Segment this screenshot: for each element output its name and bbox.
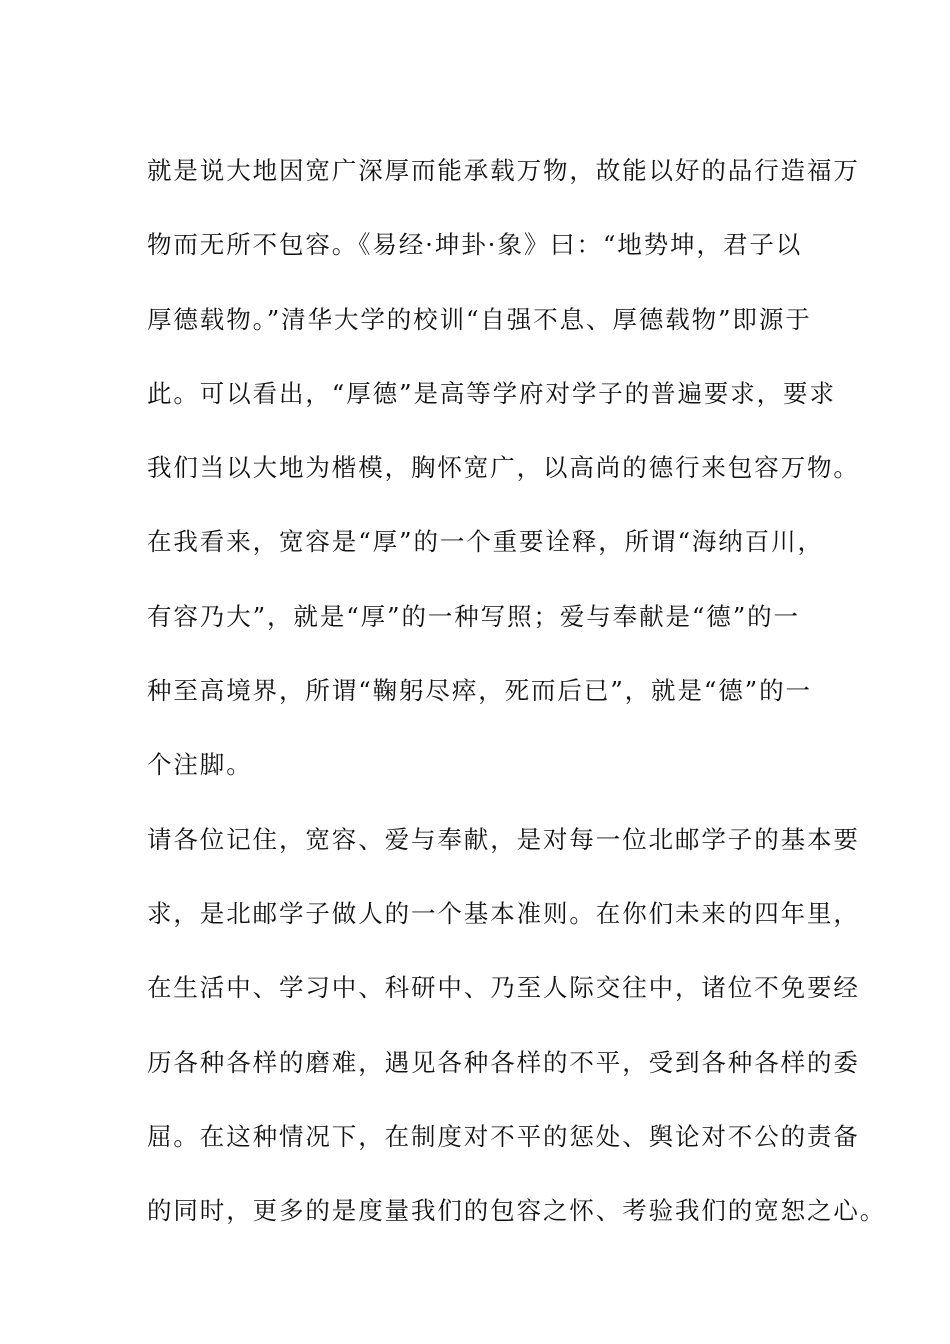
text-line: 在生活中、学习中、科研中、乃至人际交往中，诸位不免要经 bbox=[147, 973, 860, 1003]
text-line: 有容乃大”，就是“厚”的一种写照；爱与奉献是“德”的一 bbox=[147, 601, 800, 631]
text-line: 求，是北邮学子做人的一个基本准则。在你们未来的四年里， bbox=[147, 898, 860, 928]
text-line: 物而无所不包容。《易经·坤卦·象》曰：“地势坤，君子以 bbox=[147, 230, 803, 260]
text-line: 个注脚。 bbox=[147, 750, 253, 780]
text-line: 历各种各样的磨难，遇见各种各样的不平，受到各种各样的委 bbox=[147, 1047, 860, 1077]
text-line: 在我看来，宽容是“厚”的一个重要诠释，所谓“海纳百川， bbox=[147, 527, 824, 557]
text-line: 我们当以大地为楷模，胸怀宽广，以高尚的德行来包容万物。 bbox=[147, 453, 860, 483]
text-line: 种至高境界，所谓“鞠躬尽瘁，死而后已”，就是“德”的一 bbox=[147, 676, 812, 706]
text-line: 屈。在这种情况下，在制度对不平的惩处、舆论对不公的责备 bbox=[147, 1121, 860, 1151]
body-text bbox=[147, 134, 887, 1248]
text-line: 厚德载物。”清华大学的校训“自强不息、厚德载物”即源于 bbox=[147, 304, 812, 334]
text-line: 的同时，更多的是度量我们的包容之怀、考验我们的宽恕之心。 bbox=[147, 1196, 887, 1226]
text-line: 请各位记住，宽容、爱与奉献，是对每一位北邮学子的基本要 bbox=[147, 824, 860, 854]
text-line: 就是说大地因宽广深厚而能承载万物，故能以好的品行造福万 bbox=[147, 156, 860, 185]
text-line: 此。可以看出，“厚德”是高等学府对学子的普遍要求，要求 bbox=[147, 378, 836, 408]
